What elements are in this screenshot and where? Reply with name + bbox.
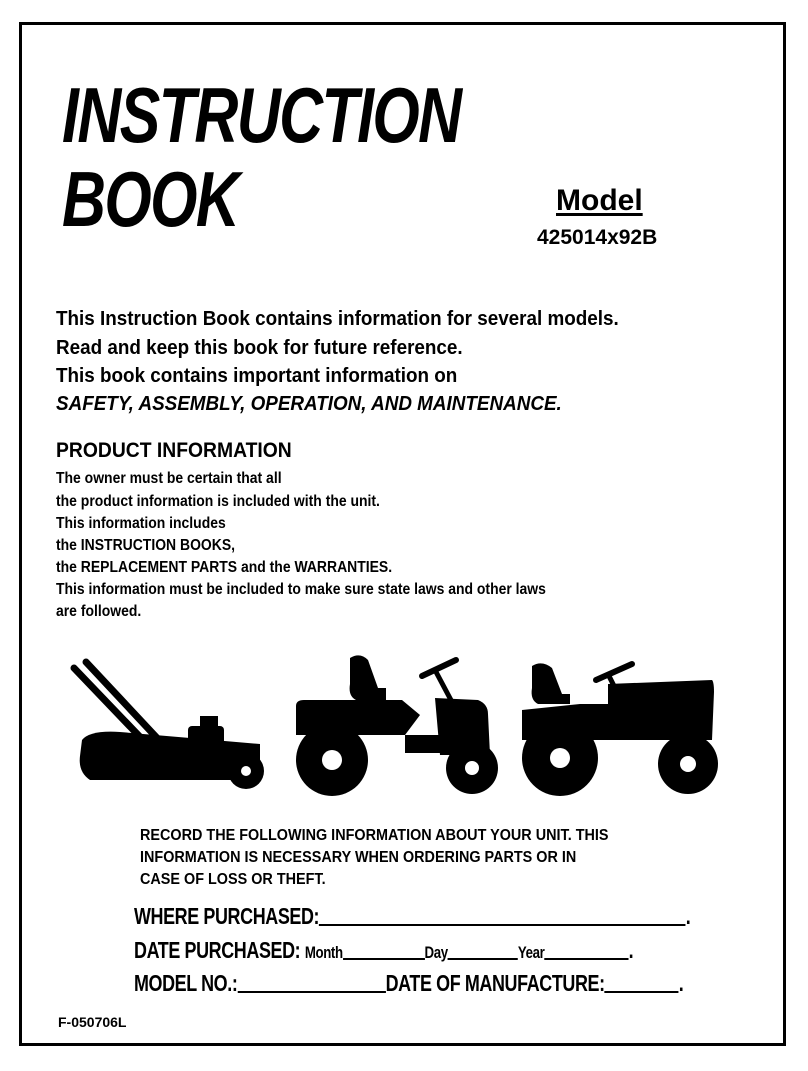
intro-line-2: Read and keep this book for future reference. [56, 336, 463, 359]
model-row [134, 968, 683, 997]
product-info-line: The owner must be certain that all [56, 470, 282, 487]
product-info-line: This information must be included to make sure state laws and other laws [56, 581, 546, 598]
where-purchased-row [134, 901, 690, 930]
product-info-line: the REPLACEMENT PARTS and the WARRANTIES. [56, 559, 393, 576]
product-info-line: This information includes [56, 515, 226, 532]
year-field[interactable] [544, 935, 628, 960]
title-line-2: BOOK [62, 155, 239, 243]
record-instructions-line: INFORMATION IS NECESSARY WHEN ORDERING PARTS OR IN [140, 849, 577, 866]
intro-line-4: SAFETY, ASSEMBLY, OPERATION, AND MAINTENANCE. [56, 392, 562, 415]
lawn-tractor-icon [296, 655, 498, 796]
record-instructions-line: RECORD THE FOLLOWING INFORMATION ABOUT YOUR UNIT. THIS [140, 827, 609, 844]
date-purchased-row [134, 935, 633, 964]
day-label: Day [424, 943, 448, 962]
record-instructions-line: CASE OF LOSS OR THEFT. [140, 871, 326, 888]
day-field[interactable] [448, 935, 518, 960]
walk-behind-mower-icon [74, 662, 264, 789]
product-info-line: are followed. [56, 603, 142, 620]
model-no-field[interactable] [237, 968, 385, 993]
month-field[interactable] [343, 935, 425, 960]
form-code: F-050706L [58, 1014, 127, 1030]
intro-line-1: This Instruction Book contains information for several models. [56, 307, 619, 330]
where-purchased-field[interactable] [319, 901, 686, 926]
period: . [678, 970, 684, 996]
model-label: Model [556, 184, 643, 217]
model-no-label: MODEL NO.: [134, 970, 238, 996]
garden-tractor-icon [522, 663, 718, 796]
period: . [685, 903, 691, 929]
model-number: 425014x92B [537, 226, 658, 249]
date-of-manufacture-field[interactable] [605, 968, 679, 993]
equipment-silhouettes [60, 640, 730, 800]
intro-line-3: This book contains important information on [56, 364, 458, 387]
product-info-line: the INSTRUCTION BOOKS, [56, 537, 236, 554]
product-info-line: the product information is included with the unit. [56, 493, 380, 510]
date-purchased-label: DATE PURCHASED: [134, 937, 301, 963]
product-info-heading: PRODUCT INFORMATION [56, 439, 292, 462]
year-label: Year [517, 943, 545, 962]
period: . [628, 937, 634, 963]
month-label: Month [304, 943, 343, 962]
where-purchased-label: WHERE PURCHASED: [134, 903, 320, 929]
date-of-manufacture-label: DATE OF MANUFACTURE: [385, 970, 605, 996]
title-line-1: INSTRUCTION [62, 71, 461, 159]
